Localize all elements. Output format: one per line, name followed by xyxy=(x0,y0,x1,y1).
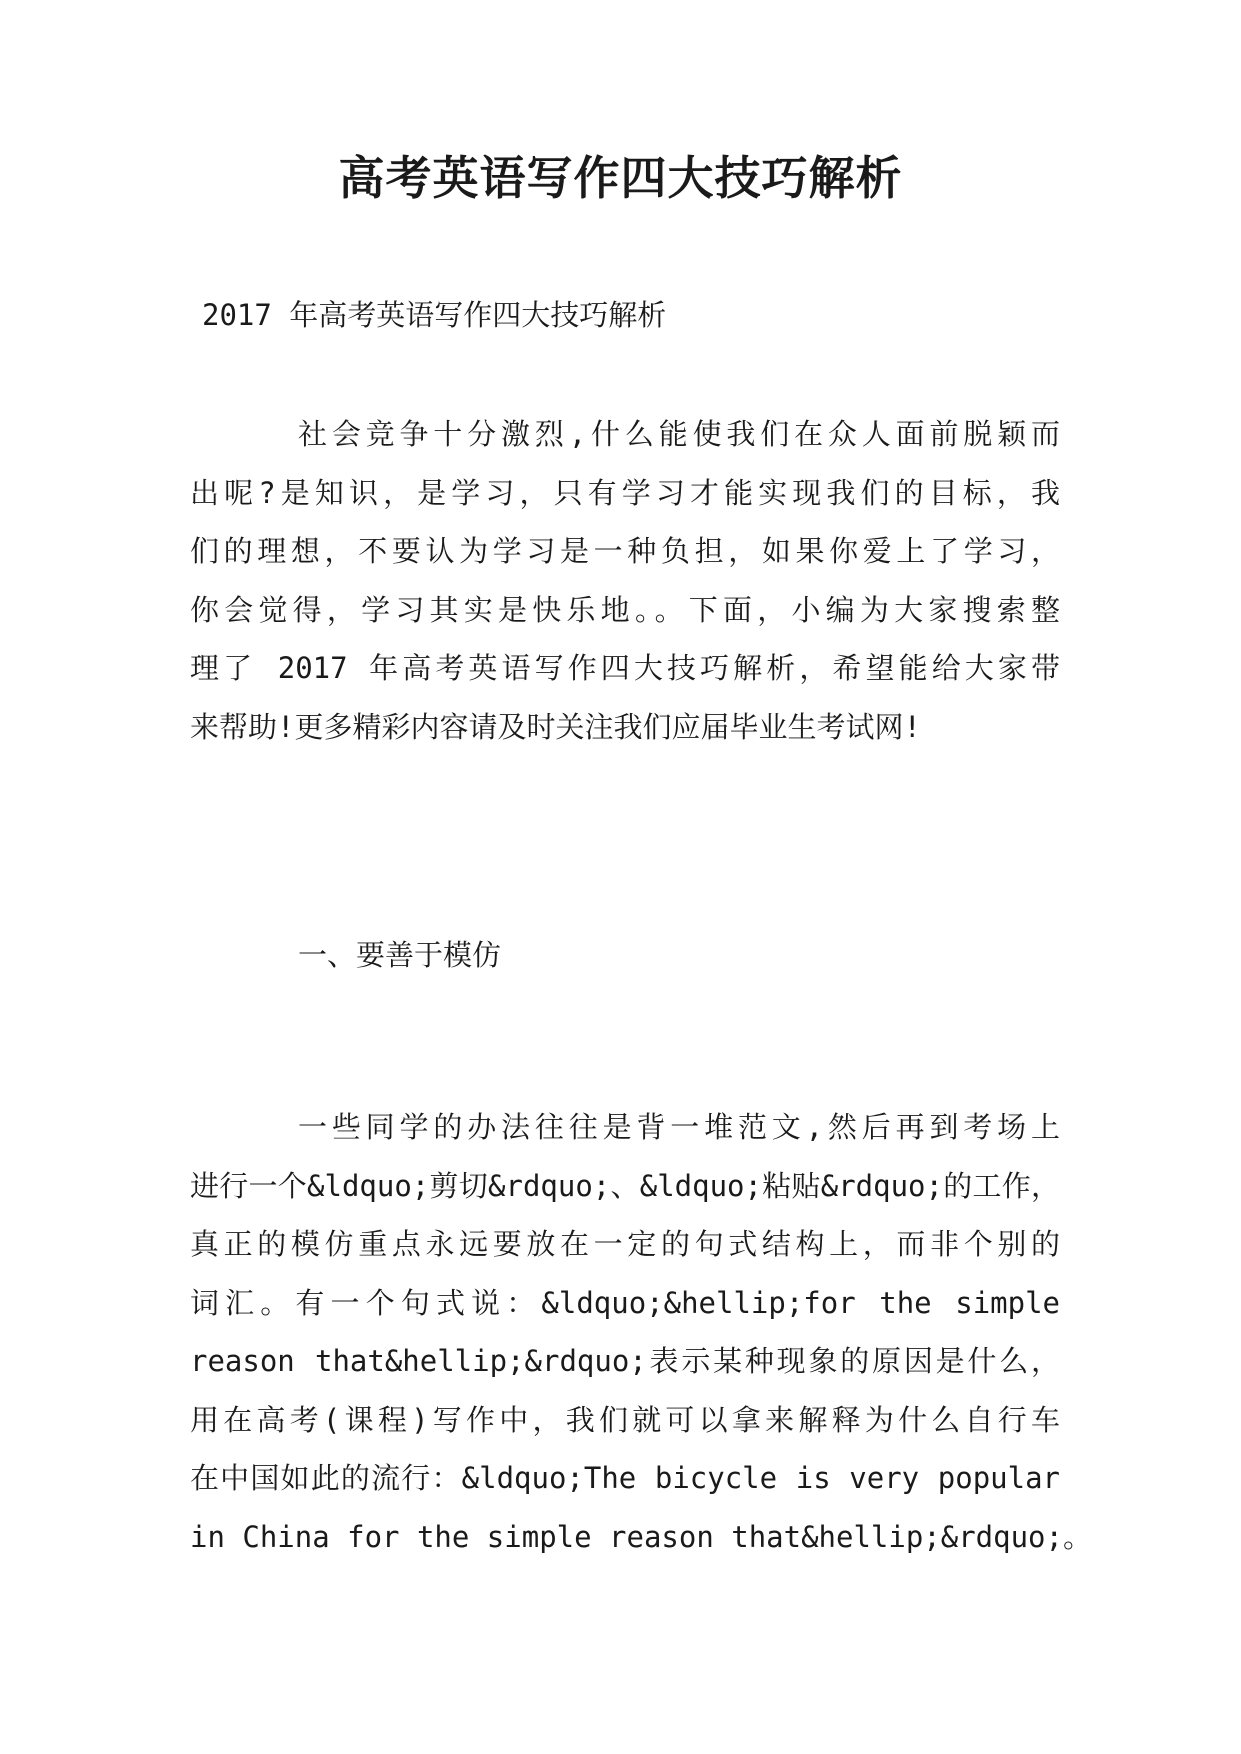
section-line: 用在高考(课程)写作中，我们就可以拿来解释为什么自行车 xyxy=(190,1402,1060,1437)
section-paragraph xyxy=(190,1098,1092,1566)
section-line: 一些同学的办法往往是背一堆范文,然后再到考场上 xyxy=(298,1110,1060,1144)
intro-line: 理了 2017 年高考英语写作四大技巧解析，希望能给大家带 xyxy=(190,651,1060,685)
section-line: 进行一个&ldquo;剪切&rdquo;、&ldquo;粘贴&rdquo;的工作， xyxy=(190,1168,1060,1203)
section-line: in China for the simple reason that&hellip;&rdquo;。 xyxy=(190,1519,1092,1554)
document-title: 高考英语写作四大技巧解析 xyxy=(338,151,903,205)
intro-line: 你会觉得，学习其实是快乐地。。下面，小编为大家搜索整 xyxy=(190,592,1060,627)
section-line: 词汇。有一个句式说：&ldquo;&hellip;for the simple xyxy=(190,1285,1060,1320)
section-line: 在中国如此的流行：&ldquo;The bicycle is very popular xyxy=(190,1461,1060,1495)
section-heading: 一、要善于模仿 xyxy=(298,938,502,972)
intro-line: 来帮助!更多精彩内容请及时关注我们应届毕业生考试网! xyxy=(190,709,921,744)
intro-paragraph xyxy=(190,405,1060,756)
section-line: 真正的模仿重点永远要放在一定的句式结构上，而非个别的 xyxy=(190,1227,1060,1261)
intro-line: 出呢?是知识，是学习，只有学习才能实现我们的目标，我 xyxy=(190,475,1060,510)
intro-line: 们的理想，不要认为学习是一种负担，如果你爱上了学习， xyxy=(190,534,1060,568)
intro-line: 社会竞争十分激烈,什么能使我们在众人面前脱颖而 xyxy=(298,417,1060,451)
document-subtitle: 2017 年高考英语写作四大技巧解析 xyxy=(202,298,667,332)
section-line: reason that&hellip;&rdquo;表示某种现象的原因是什么， xyxy=(190,1344,1060,1378)
